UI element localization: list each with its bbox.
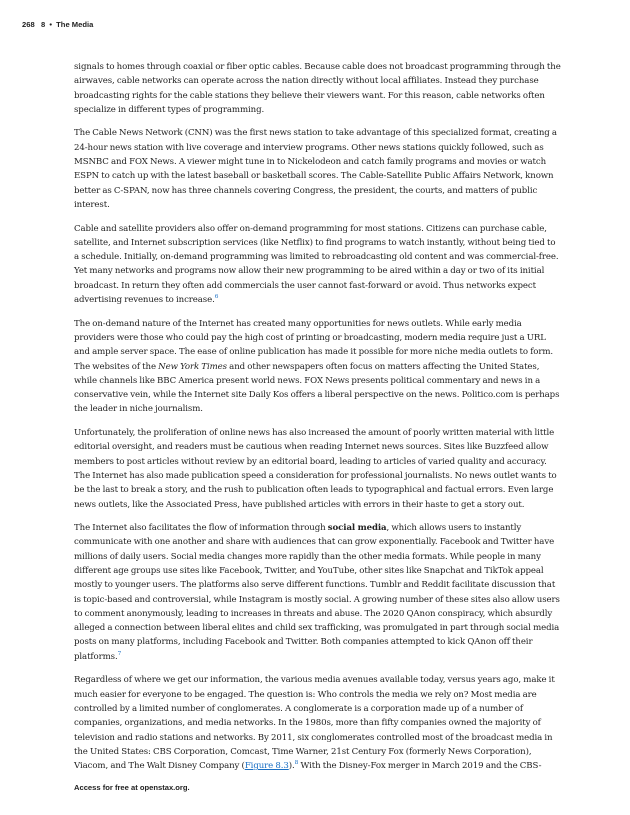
body-text [74,60,561,773]
footnote-8-link[interactable]: 8 [294,760,299,767]
paragraph-cnn: The Cable News Network (CNN) was the first news station to take advantage of this specialized format, creating a 24-hour news station with live coverage and interview programs. Other news stations quickly followed, such as MSNBC and FOX News. A viewer might tune in to Nickelodeon and catch family programs and movies or watch ESPN to catch up with the latest baseball or basketball scores. The Cable-Satellite Public Affairs Network, known better as C-SPAN, now has three channels covering Congress, the president, the courts, and matters of public interest. [74,128,557,210]
paragraph-cable-networks: signals to homes through coaxial or fiber optic cables. Because cable does not broadcast programming through the airwaves, cable networks can operate across the nation directly without local affiliates. Instead they purchase broadcasting rights for the cable stations they believe their viewers want. For this reason, cable networks often specialize in different types of programming. [74,62,561,115]
footnote-6-link[interactable]: 6 [214,294,219,301]
chapter-number: 8 [41,20,46,29]
page-header [22,20,93,29]
footnote-7-link[interactable]: 7 [117,650,122,657]
paragraph-on-demand: Cable and satellite providers also offer on-demand programming for most stations. Citizens can purchase cable, satellite, and Internet subscription services (like Netflix) to find programs to watch instantly, without being tied to a schedule. Initially, on-demand programming was limited to rebroadcasting old content and was commercial-free. Yet many networks and programs now allow their new programming to be aired within a day or two of its initial broadcast. In return they often add commercials the user cannot fast-forward or avoid. Thus networks expect advertising revenues to increase.$^6$ [74,223,559,306]
social-media-term: social media [327,523,387,534]
page-number: 268 [22,20,35,29]
figure-8-3-link[interactable]: Figure 8.3 [244,761,289,772]
chapter-title: The Media [56,20,94,29]
page-footer: Access for free at openstax.org. [74,783,190,792]
new-york-times-title: New York Times [158,361,227,372]
header-separator: • [49,20,53,29]
paragraph-internet-news: The on-demand nature of the Internet has created many opportunities for news outlets. While early media providers were those who could pay the high cost of printing or broadcasting, modern media require just a URL and ample server space. The ease of online publication has made it possible for more niche media outlets to form. The websites of the New York Times and other newspapers often focus on matters affecting the United States, while channels like BBC America present world news. FOX News presents political commentary and news in a conservative vein, while the Internet site Daily Kos offers a liberal perspective on the news. Politico.com is perhaps the leader in niche journalism. [74,318,560,415]
paragraph-conglomerates: Regardless of where we get our information, the various media avenues available today, versus years ago, make it much easier for everyone to be engaged. The question is: Who controls the media we rely on? Most media are controlled by a limited number of conglomerates. A conglomerate is a corporation made up of a number of companies, organizations, and media networks. In the 1980s, more than fifty companies owned the majority of television and radio stations and networks. By 2011, six conglomerates controlled most of the broadcast media in the United States: CBS Corporation, Comcast, Time Warner, 21st Century Fox (formerly News Corporation), Viacom, and The Walt Disney Company (Figure 8.3).$^8$ With the Disney-Fox merger in March 2019 and the CBS- [74,675,555,772]
paragraph-online-quality: Unfortunately, the proliferation of online news has also increased the amount of poorly written material with little editorial oversight, and readers must be cautious when reading Internet news sources. Sites like Buzzfeed allow members to post articles without review by an editorial board, leading to articles of varied quality and accuracy. The Internet has also made publication speed a consideration for professional journalists. No news outlet wants to be the last to break a story, and the rush to publication often leads to typographical and factual errors. Even large news outlets, like the Associated Press, have published articles with errors in their haste to get a story out. [74,428,557,510]
paragraph-social-media: The Internet also facilitates the flow of information through social media, which allows users to instantly communicate with one another and share with audiences that can grow exponentially. Facebook and Twitter have millions of daily users. Social media changes more rapidly than the other media formats. While people in many different age groups use sites like Facebook, Twitter, and YouTube, other sites like Snapchat and TikTok appeal mostly to younger users. The platforms also serve different functions. Tumblr and Reddit facilitate discussion that is topic-based and controversial, while Instagram is mostly social. A growing number of these sites also allow users to comment anonymously, leading to increases in threats and abuse. The 2020 QAnon conspiracy, which absurdly alleged a connection between liberal elites and child sex trafficking, was promulgated in part through social media posts on many platforms, including Facebook and Twitter. Both companies attempted to kick QAnon off their platforms.$^7$ [74,523,560,662]
